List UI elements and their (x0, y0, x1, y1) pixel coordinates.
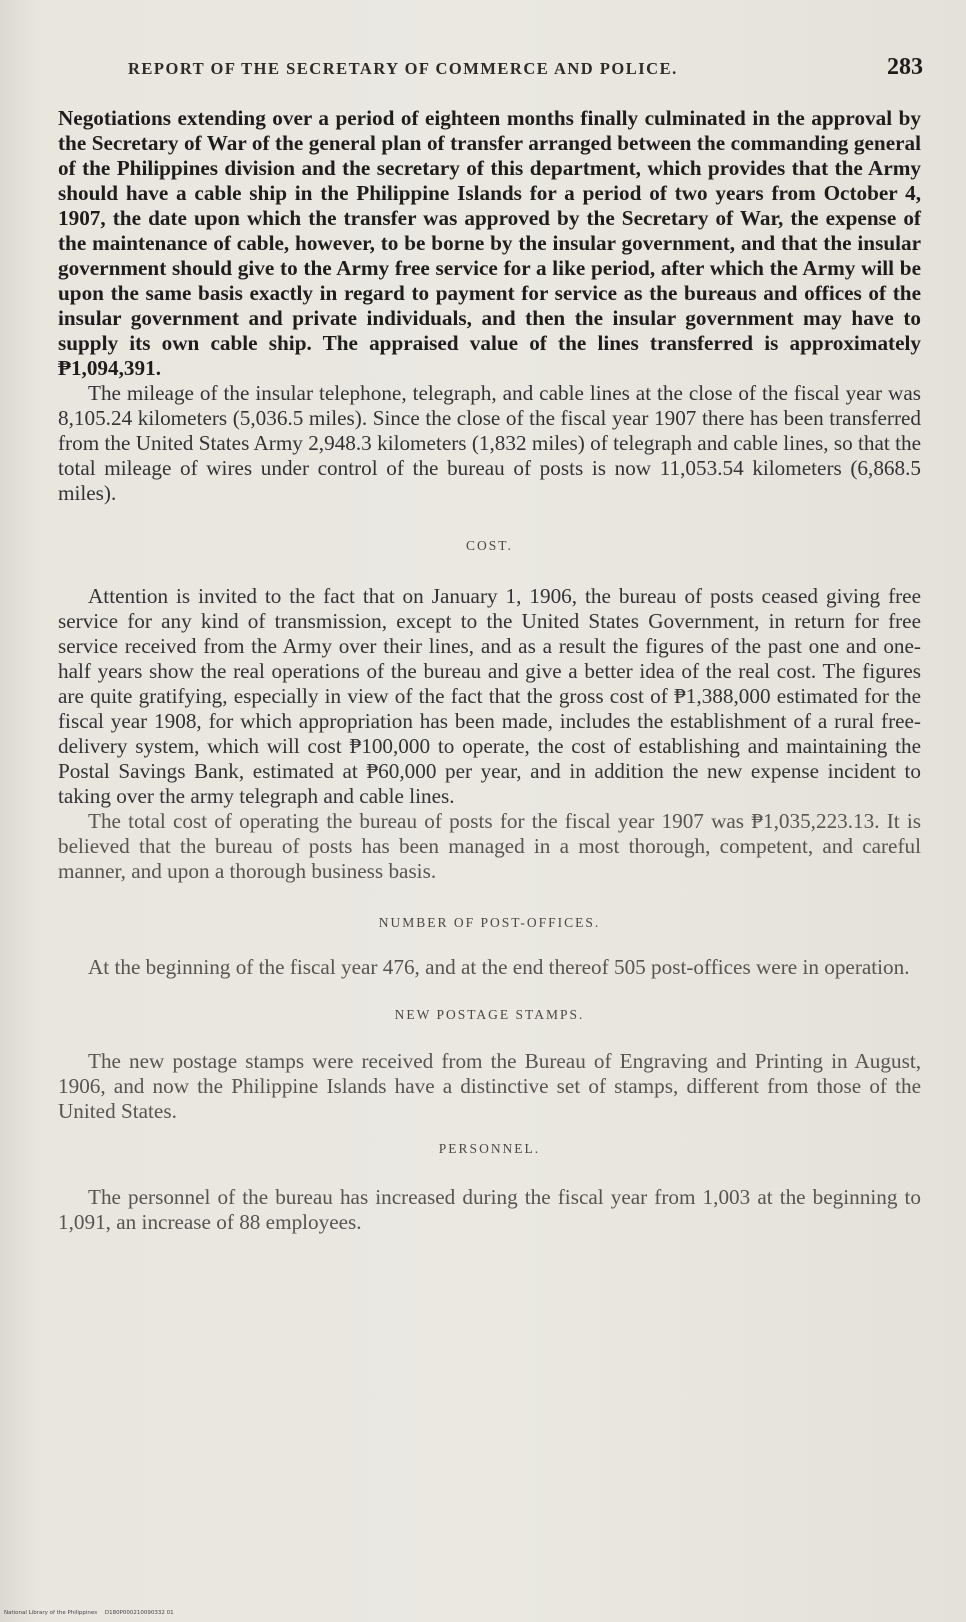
footer-source: National Library of the Philippines (4, 1610, 98, 1616)
paragraph-cable-transfer: Negotiations extending over a period of eighteen months finally culminated in the approval by the Secretary of War of the general plan of transfer arranged between the commanding general of the Philippines division and the secretary of this department, which provides that the Army should have a cable ship in the Philippine Islands for a period of two years from October 4, 1907, the date upon which the transfer was approved by the Secretary of War, the expense of the maintenance of cable, however, to be borne by the insular government, and that the insular government should give to the Army free service for a like period, after which the Army will be upon the same basis exactly in regard to payment for service as the bureaus and offices of the insular government and private individuals, and then the insular government may have to supply its own cable ship. The appraised value of the lines transferred is approximately ₱1,094,391. (58, 106, 921, 380)
document-body (58, 106, 921, 1235)
paragraph-post-offices: At the beginning of the fiscal year 476, and at the end thereof 505 post-offices were in operation. (88, 955, 910, 979)
paragraph-stamps: The new postage stamps were received from the Bureau of Engraving and Printing in August, 1906, and now the Philippine Islands have a distinctive set of stamps, different from those of the United States. (58, 1049, 921, 1123)
footer-id: D180P000210090332 01 (104, 1610, 174, 1616)
heading-personnel: PERSONNEL. (438, 1141, 541, 1156)
paragraph-cost: Attention is invited to the fact that on January 1, 1906, the bureau of posts ceased giving free service for any kind of transmission, except to the United States Government, in return for free service received from the Army over their lines, and as a result the figures of the past one and one-half years show the real operations of the bureau and give a better idea of the real cost. The figures are quite gratifying, especially in view of the fact that the gross cost of ₱1,388,000 estimated for the fiscal year 1908, for which appropriation has been made, includes the establishment of a rural free-delivery system, which will cost ₱100,000 to operate, the cost of establishing and maintaining the Postal Savings Bank, estimated at ₱60,000 per year, and in addition the new expense incident to taking over the army telegraph and cable lines. (58, 584, 921, 808)
page-header (128, 54, 923, 84)
heading-post-offices: NUMBER OF POST-OFFICES. (378, 915, 601, 930)
page-number: 283 (887, 54, 923, 80)
scan-footer (4, 1610, 180, 1616)
heading-cost: COST. (466, 538, 513, 553)
running-head: REPORT OF THE SECRETARY OF COMMERCE AND POLICE. (128, 59, 678, 78)
paragraph-total-cost: The total cost of operating the bureau of posts for the fiscal year 1907 was ₱1,035,223.13. It is believed that the bureau of posts has been managed in a most thorough, competent, and careful manner, and upon a thorough business basis. (58, 809, 921, 883)
paragraph-mileage: The mileage of the insular telephone, telegraph, and cable lines at the close of the fiscal year was 8,105.24 kilometers (5,036.5 miles). Since the close of the fiscal year 1907 there has been transferred from the United States Army 2,948.3 kilometers (1,832 miles) of telegraph and cable lines, so that the total mileage of wires under control of the bureau of posts is now 11,053.54 kilometers (6,868.5 miles). (58, 381, 921, 505)
heading-stamps: NEW POSTAGE STAMPS. (394, 1007, 585, 1022)
paragraph-personnel: The personnel of the bureau has increased during the fiscal year from 1,003 at the beginning to 1,091, an increase of 88 employees. (58, 1185, 921, 1234)
